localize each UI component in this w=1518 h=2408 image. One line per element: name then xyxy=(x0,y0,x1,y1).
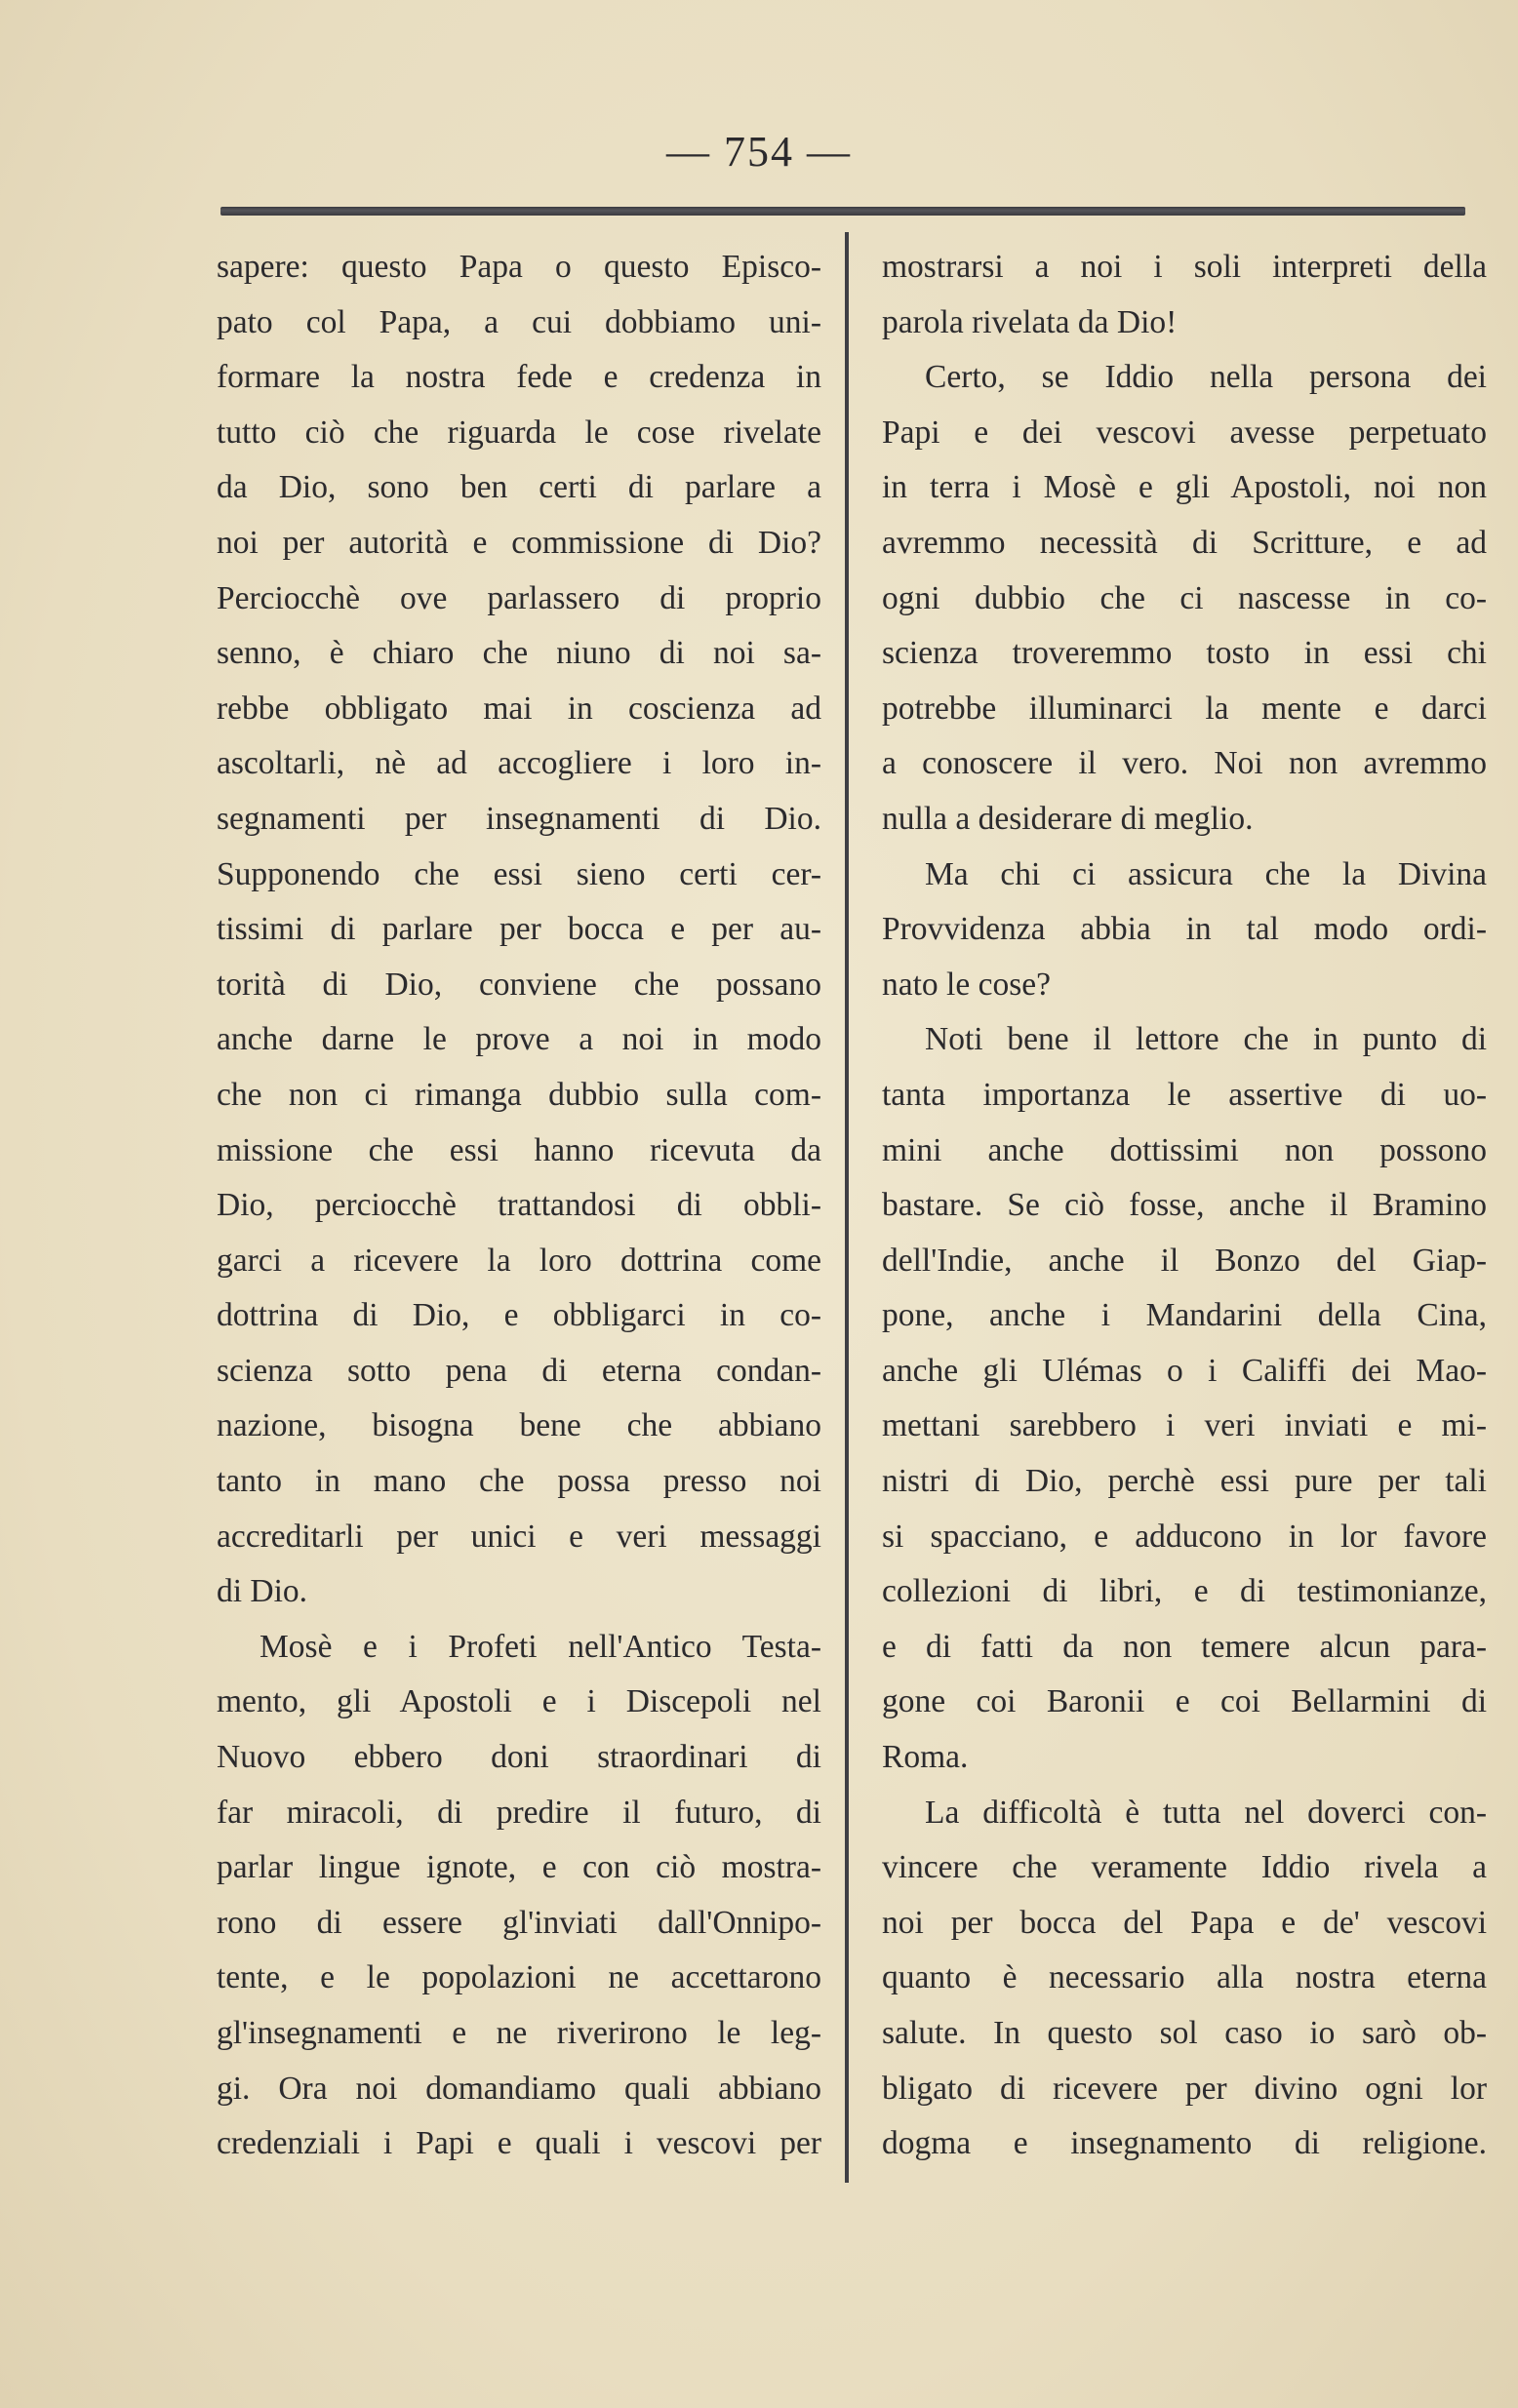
right-column xyxy=(882,240,1487,2172)
text-line: quanto è necessario alla nostra eterna xyxy=(882,1959,1487,1996)
text-line: Ma chi ci assicura che la Divina xyxy=(925,855,1487,892)
text-line: missione che essi hanno ricevuta da xyxy=(217,1131,821,1168)
text-line: Certo, se Iddio nella persona dei xyxy=(925,359,1487,396)
column-divider xyxy=(845,232,849,2183)
text-line: tutto ciò che riguarda le cose rivelate xyxy=(217,414,821,451)
text-line: di Dio. xyxy=(217,1573,308,1610)
text-line: collezioni di libri, e di testimonianze, xyxy=(882,1573,1487,1610)
text-line: da Dio, sono ben certi di parlare a xyxy=(217,469,821,506)
text-line: Supponendo che essi sieno certi cer- xyxy=(217,855,821,892)
text-line: Perciocchè ove parlassero di proprio xyxy=(217,579,821,616)
text-line: dogma e insegnamento di religione. xyxy=(882,2125,1487,2162)
text-line: che non ci rimanga dubbio sulla com- xyxy=(217,1076,821,1113)
text-line: far miracoli, di predire il futuro, di xyxy=(217,1794,821,1831)
text-line: dell'Indie, anche il Bonzo del Giap- xyxy=(882,1242,1487,1279)
text-line: Papi e dei vescovi avesse perpetuato xyxy=(882,414,1487,451)
text-line: gi. Ora noi domandiamo quali abbiano xyxy=(217,2070,821,2107)
text-line: gone coi Baronii e coi Bellarmini di xyxy=(882,1683,1487,1720)
text-line: e di fatti da non temere alcun para- xyxy=(882,1628,1487,1665)
text-line: formare la nostra fede e credenza in xyxy=(217,359,821,396)
text-line: nulla a desiderare di meglio. xyxy=(882,800,1254,837)
text-line: tente, e le popolazioni ne accettarono xyxy=(217,1959,821,1996)
text-line: noi per autorità e commissione di Dio? xyxy=(217,524,821,561)
text-line: dottrina di Dio, e obbligarci in co- xyxy=(217,1297,821,1334)
text-line: nato le cose? xyxy=(882,966,1051,1003)
text-line: scienza sotto pena di eterna condan- xyxy=(217,1352,821,1389)
text-line: Nuovo ebbero doni straordinari di xyxy=(217,1739,821,1776)
text-line: nazione, bisogna bene che abbiano xyxy=(217,1407,821,1444)
text-line: anche darne le prove a noi in modo xyxy=(217,1021,821,1058)
page-number: — 754 — xyxy=(666,128,852,176)
text-line: vincere che veramente Iddio rivela a xyxy=(882,1849,1487,1886)
text-line: tissimi di parlare per bocca e per au- xyxy=(217,911,821,948)
left-column xyxy=(217,240,821,2172)
text-line: parlar lingue ignote, e con ciò mostra- xyxy=(217,1849,821,1886)
text-line: Provvidenza abbia in tal modo ordi- xyxy=(882,911,1487,948)
text-line: Dio, perciocchè trattandosi di obbli- xyxy=(217,1187,821,1224)
text-line: pone, anche i Mandarini della Cina, xyxy=(882,1297,1487,1334)
text-line: mini anche dottissimi non possono xyxy=(882,1131,1487,1168)
text-line: mettani sarebbero i veri inviati e mi- xyxy=(882,1407,1487,1444)
text-line: nistri di Dio, perchè essi pure per tali xyxy=(882,1463,1487,1500)
text-line: tanta importanza le assertive di uo- xyxy=(882,1076,1487,1113)
text-line: salute. In questo sol caso io sarò ob- xyxy=(882,2015,1487,2051)
text-line: bligato di ricevere per divino ogni lor xyxy=(882,2070,1487,2107)
header-rule xyxy=(220,207,1465,216)
text-line: garci a ricevere la loro dottrina come xyxy=(217,1242,821,1279)
text-line: a conoscere il vero. Noi non avremmo xyxy=(882,745,1487,782)
text-line: credenziali i Papi e quali i vescovi per xyxy=(217,2125,821,2162)
text-line: noi per bocca del Papa e de' vescovi xyxy=(882,1904,1487,1941)
text-line: bastare. Se ciò fosse, anche il Bramino xyxy=(882,1187,1487,1224)
text-line: anche gli Ulémas o i Califfi dei Mao- xyxy=(882,1352,1487,1389)
text-line: Noti bene il lettore che in punto di xyxy=(925,1021,1487,1058)
text-line: potrebbe illuminarci la mente e darci xyxy=(882,690,1487,727)
text-line: gl'insegnamenti e ne riverirono le leg- xyxy=(217,2015,821,2051)
text-line: ogni dubbio che ci nascesse in co- xyxy=(882,579,1487,616)
text-line: in terra i Mosè e gli Apostoli, noi non xyxy=(882,469,1487,506)
text-line: accreditarli per unici e veri messaggi xyxy=(217,1518,821,1555)
text-line: pato col Papa, a cui dobbiamo uni- xyxy=(217,303,821,340)
text-line: si spacciano, e adducono in lor favore xyxy=(882,1518,1487,1555)
text-line: segnamenti per insegnamenti di Dio. xyxy=(217,800,821,837)
text-line: rebbe obbligato mai in coscienza ad xyxy=(217,690,821,727)
text-line: rono di essere gl'inviati dall'Onnipo- xyxy=(217,1904,821,1941)
text-line: avremmo necessità di Scritture, e ad xyxy=(882,524,1487,561)
text-line: scienza troveremmo tosto in essi chi xyxy=(882,635,1487,672)
text-line: ascoltarli, nè ad accogliere i loro in- xyxy=(217,745,821,782)
text-line: Mosè e i Profeti nell'Antico Testa- xyxy=(260,1628,821,1665)
text-line: senno, è chiaro che niuno di noi sa- xyxy=(217,635,821,672)
text-line: mostrarsi a noi i soli interpreti della xyxy=(882,249,1487,285)
text-line: Roma. xyxy=(882,1739,969,1776)
text-line: parola rivelata da Dio! xyxy=(882,303,1178,340)
text-line: torità di Dio, conviene che possano xyxy=(217,966,821,1003)
text-line: La difficoltà è tutta nel doverci con- xyxy=(925,1794,1487,1831)
text-line: tanto in mano che possa presso noi xyxy=(217,1463,821,1500)
text-line: mento, gli Apostoli e i Discepoli nel xyxy=(217,1683,821,1720)
text-line: sapere: questo Papa o questo Episco- xyxy=(217,249,821,285)
